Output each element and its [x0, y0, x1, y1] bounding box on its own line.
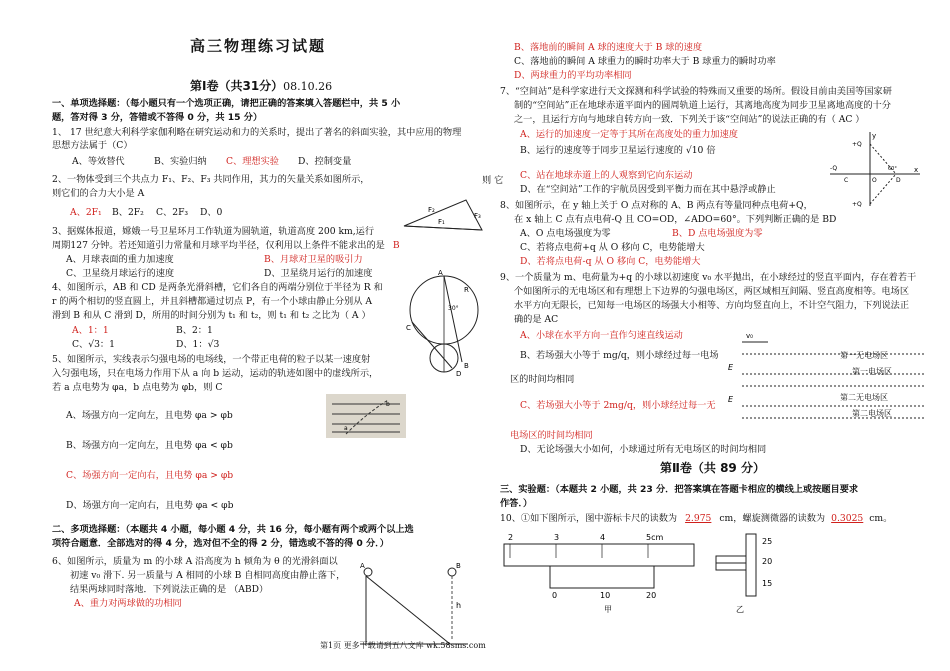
q1-text: 1、 17 世纪意大利科学家伽利略在研究运动和力的关系时，提出了著名的斜面实验，其中应用的物理 — [52, 127, 462, 138]
q7-option-c: C、站在地球赤道上的人观察到它向东运动 — [520, 170, 693, 181]
q3-option-d: D、卫星绕月运行的加速度 — [264, 268, 373, 279]
svg-text:v₀: v₀ — [746, 332, 753, 340]
svg-text:2: 2 — [508, 533, 514, 542]
svg-text:乙: 乙 — [736, 605, 744, 614]
q6-option-a: A、重力对两球做的功相同 — [74, 598, 182, 609]
svg-text:a: a — [344, 425, 348, 432]
q9-text-2: 个如图所示的无电场区和有理想上下边界的匀强电场区，两区域相互间隔、竖直高度相等。电场区 — [514, 286, 910, 297]
page-title: 高三物理练习试题 — [190, 37, 327, 55]
field-lines-figure — [326, 394, 406, 438]
svg-text:25: 25 — [762, 537, 773, 546]
caliper-reading: 2.975 — [685, 513, 712, 524]
svg-text:B: B — [464, 362, 469, 370]
q2-option-a: A、2F₁ — [70, 207, 102, 218]
q8-option-b: B、D 点电场强度为零 — [672, 228, 763, 239]
q2-text-2: 则它们的合力大小是 A — [52, 188, 145, 199]
q1-option-d: D、控制变量 — [298, 156, 352, 167]
q9-option-c-2: 电场区的时间均相同 — [510, 430, 593, 441]
q8-option-a: A、O 点电场强度为零 — [520, 228, 611, 239]
section3-title-2: 作答．） — [500, 498, 533, 509]
svg-text:3: 3 — [554, 533, 560, 542]
svg-text:x: x — [914, 166, 919, 174]
q4-text-3: 滑到 B 和从 C 滑到 D，所用的时间分别为 t₁ 和 t₂，则 t₁ 和 t₂ 之比为（ A ） — [52, 310, 371, 321]
q2-option-b: B、2F₂ — [112, 207, 144, 218]
q6-option-d: D、两球重力的平均功率相同 — [514, 70, 632, 81]
q9-text-3: 水平方向无限长，已知每一电场区的场强大小相等、方向均竖直向上，不计空气阻力，下列说法正 — [514, 300, 910, 311]
q3-option-b: B、月球对卫星的吸引力 — [264, 254, 363, 265]
q2-option-d: D、0 — [200, 207, 223, 218]
micrometer-reading: 0.3025 — [831, 513, 864, 524]
force-triangle-figure — [398, 186, 488, 234]
micrometer-figure — [712, 528, 782, 616]
svg-text:-Q: -Q — [830, 165, 838, 172]
svg-text:F₁: F₁ — [438, 218, 445, 226]
svg-text:4: 4 — [600, 533, 606, 542]
q8-text-2: 在 x 轴上 C 点有点电荷-Q 且 CO=OD，∠ADO=60°。下列判断正确的是 BD — [514, 214, 837, 225]
incline-figure — [360, 562, 470, 646]
field-regions-figure — [728, 330, 928, 430]
svg-text:+Q: +Q — [852, 201, 862, 208]
svg-text:5cm: 5cm — [646, 533, 664, 542]
section1-title: 一、单项选择题：（每小题只有一个选项正确，请把正确的答案填入答题栏中，共 5 小 — [52, 98, 401, 109]
svg-text:15: 15 — [762, 579, 773, 588]
region-label-3: 第二无电场区 — [840, 393, 888, 402]
q9-option-b-2: 区的时间均相同 — [510, 374, 575, 385]
q9-option-b: B、若场强大小等于 mg/q，则小球经过每一电场 — [520, 350, 719, 361]
q1-option-c: C、理想实验 — [226, 156, 279, 167]
q4-option-b: B、2：1 — [176, 325, 213, 336]
q4-text: 4、如图所示，AB 和 CD 是两条光滑斜槽，它们各自的两端分别位于半径为 R 和 — [52, 282, 383, 293]
svg-text:R: R — [464, 286, 469, 294]
q9-text-4: 确的是 AC — [514, 314, 559, 325]
vernier-caliper-figure — [500, 530, 700, 614]
q6-option-c: C、落地前的瞬间 A 球重力的瞬时功率大于 B 球重力的瞬时功率 — [514, 56, 776, 67]
svg-text:h: h — [456, 601, 462, 610]
q6-text-3: 结果两球同时落地．下列说法正确的是 （ABD） — [70, 584, 269, 595]
q9-option-a: A、小球在水平方向一直作匀速直线运动 — [520, 330, 683, 341]
q1-option-a: A、等效替代 — [72, 156, 125, 167]
part2-heading: 第Ⅱ卷（共 89 分） — [660, 461, 765, 475]
q4-text-2: r 的两个相切的竖直圆上，并且斜槽都通过切点 P，有一个小球由静止分别从 A — [52, 296, 372, 307]
svg-text:+Q: +Q — [852, 141, 862, 148]
svg-text:A: A — [360, 562, 365, 570]
q9-text: 9、一个质量为 m、电荷量为+q 的小球以初速度 v₀ 水平抛出，在小球经过的竖直平面内，存在着若干 — [500, 272, 917, 283]
tangent-circles-figure — [404, 270, 484, 378]
q2-option-c: C、2F₃ — [156, 207, 189, 218]
q9-option-c: C、若场强大小等于 2mg/q，则小球经过每一无 — [520, 400, 716, 411]
svg-text:C: C — [406, 324, 411, 332]
q6-text-2: 初速 v₀ 滑下. 另一质量与 A 相同的小球 B 自相同高度由静止落下， — [70, 570, 346, 581]
q3-text-2: 周期127 分钟。若还知道引力常量和月球平均半径，仅利用以上条件不能求出的是 B — [52, 240, 400, 251]
svg-text:C: C — [844, 177, 849, 184]
svg-text:60°: 60° — [888, 166, 897, 172]
svg-text:10: 10 — [600, 591, 611, 600]
q8-option-c: C、若将点电荷+q 从 O 移向 C，电势能增大 — [520, 242, 705, 253]
q8-option-d: D、若将点电荷-q 从 O 移向 C，电势能增大 — [520, 256, 701, 267]
svg-text:A: A — [438, 270, 443, 277]
svg-text:D: D — [456, 370, 462, 378]
section2-title: 二、多项选择题：（本题共 4 小题，每小题 4 分，共 16 分，每小题有两个或两个以上选 — [52, 524, 414, 535]
q7-text: 7、“空间站”是科学家进行天文探测和科学试验的特殊而又重要的场所。假设目前由美国等国家研 — [500, 86, 892, 97]
section3-title: 三、实验题：（本题共 2 小题，共 23 分．把答案填在答题卡相应的横线上或按题目要求 — [500, 484, 859, 495]
q4-option-d: D、1：√3 — [176, 339, 220, 350]
svg-text:b: b — [386, 401, 390, 408]
q3-text: 3、据媒体报道，嫦娥一号卫星环月工作轨道为圆轨道，轨道高度 200 km,运行 — [52, 226, 375, 237]
svg-text:E: E — [728, 395, 734, 404]
svg-text:F₃: F₃ — [474, 212, 481, 220]
svg-text:F₂: F₂ — [428, 206, 435, 214]
q3-option-c: C、卫星绕月球运行的速度 — [66, 268, 175, 279]
q7-text-3: 之一，且运行方向与地球自转方向一致．下列关于该“空间站”的说法正确的有（ AC ） — [514, 114, 865, 125]
q7-option-d: D、在“空间站”工作的宇航员因受到平衡力而在其中悬浮或静止 — [520, 184, 776, 195]
svg-text:20: 20 — [646, 591, 657, 600]
q1-option-b: B、实验归纳 — [154, 156, 207, 167]
svg-text:20: 20 — [762, 557, 773, 566]
q5-text: 5、如图所示，实线表示匀强电场的电场线，一个带正电荷的粒子以某一速度射 — [52, 354, 371, 365]
svg-text:B: B — [456, 562, 461, 570]
q5-text-3: 若 a 点电势为 φa，b 点电势为 φb，则 C — [52, 382, 223, 393]
q5-text-2: 入匀强电场，只在电场力作用下从 a 向 b 运动，运动的轨迹如图中的虚线所示， — [52, 368, 379, 379]
section1-title-2: 题，答对得 3 分，答错或不答得 0 分，共 15 分） — [52, 112, 263, 123]
q3-option-a: A、月球表面的重力加速度 — [66, 254, 174, 265]
page-footer: 第1页 更多下载请到五八文库 wk.58sms.com — [320, 641, 486, 650]
svg-text:D: D — [896, 177, 901, 184]
q8-text: 8、如图所示，在 y 轴上关于 O 点对称的 A、B 两点有等量同种点电荷+Q， — [500, 200, 813, 211]
q1-text-2: 思想方法属于（C） — [52, 140, 133, 151]
q5-option-c: C、场强方向一定向右，且电势 φa > φb — [66, 470, 234, 481]
q7-stray-text: 则 它 — [482, 175, 504, 186]
svg-text:O: O — [872, 177, 877, 184]
svg-text:30°: 30° — [448, 305, 459, 312]
q4-option-a: A、1：1 — [72, 325, 109, 336]
charge-axes-figure — [826, 128, 922, 208]
part1-heading: 第Ⅰ卷（共31分）08.10.26 — [190, 79, 333, 93]
q6-text: 6、如图所示，质量为 m 的小球 A 沿高度为 h 倾角为 θ 的光滑斜面以 — [52, 556, 338, 567]
q7-option-b: B、运行的速度等于同步卫星运行速度的 √10 倍 — [520, 145, 716, 156]
q5-option-a: A、场强方向一定向左，且电势 φa > φb — [66, 410, 233, 421]
region-label-1: 第一无电场区 — [840, 351, 888, 360]
q6-option-b: B、落地前的瞬间 A 球的速度大于 B 球的速度 — [514, 42, 703, 53]
q9-option-d: D、无论场强大小如何，小球通过所有无电场区的时间均相同 — [520, 444, 767, 455]
section2-title-2: 项符合题意．全部选对的得 4 分，选对但不全的得 2 分，错选或不答的得 0 分．） — [52, 538, 389, 549]
q5-option-b: B、场强方向一定向左，且电势 φa < φb — [66, 440, 233, 451]
svg-text:0: 0 — [552, 591, 558, 600]
region-label-4: 第二电场区 — [852, 409, 892, 418]
q2-text: 2、一物体受到三个共点力 F₁、F₂、F₃ 共同作用，其力的矢量关系如图所示， — [52, 174, 370, 185]
svg-text:E: E — [728, 363, 734, 372]
svg-text:甲: 甲 — [604, 605, 612, 614]
q10-text: 10、①如下图所示，图中游标卡尺的读数为 2.975 cm，螺旋测微器的读数为 0.3025 cm。 — [500, 513, 893, 524]
q5-option-d: D、场强方向一定向右，且电势 φa < φb — [66, 500, 234, 511]
region-label-2: 第一电场区 — [852, 367, 892, 376]
q7-text-2: 制的“空间站”正在地球赤道平面内的圆周轨道上运行，其离地高度为同步卫星离地高度的十分 — [514, 100, 891, 111]
q7-option-a: A、运行的加速度一定等于其所在高度处的重力加速度 — [520, 129, 738, 140]
svg-text:y: y — [872, 132, 877, 140]
q4-option-c: C、√3：1 — [72, 339, 115, 350]
